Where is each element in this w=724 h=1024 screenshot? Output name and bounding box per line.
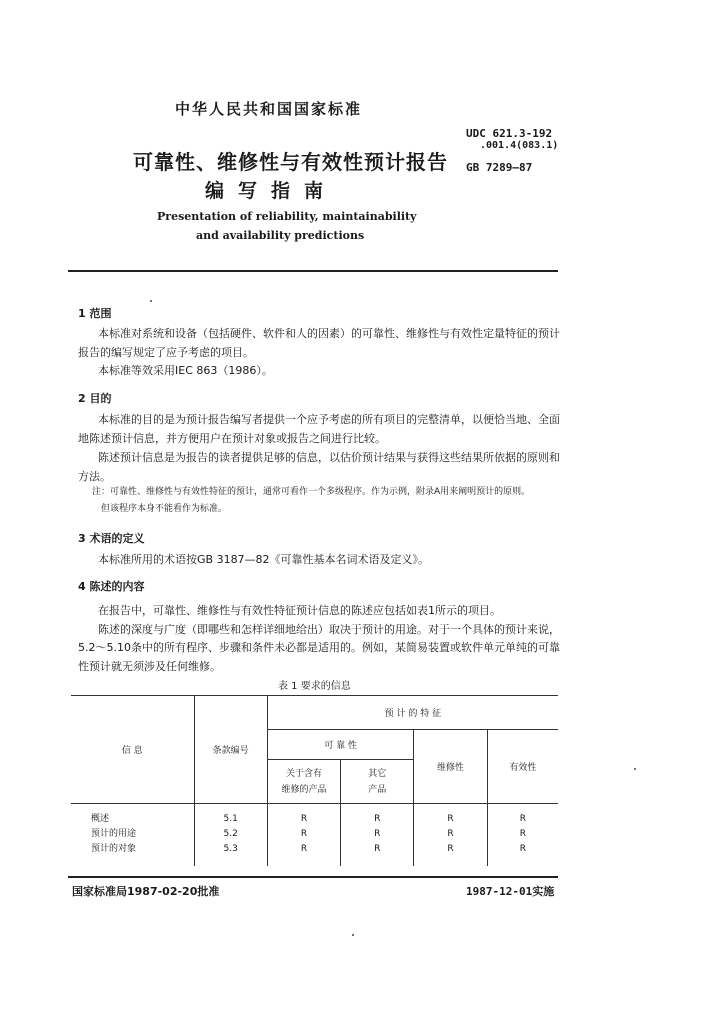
table-cell-r: R (374, 814, 381, 825)
header-other-line1: 其它 (368, 768, 387, 779)
approval-date: 国家标准局1987-02-20批准 (72, 885, 220, 898)
header-predicted-characteristics: 预 计 的 特 征 (267, 696, 558, 730)
section-2-para-1-cont: 地陈述预计信息，并方便用户在预计对象或报告之间进行比较。 (78, 432, 386, 445)
table-cell-clause: 5.2 (223, 829, 238, 840)
header-repairable-line1: 关于含有 (285, 768, 322, 779)
section-2-para-1: 本标准的目的是为预计报告编写者提供一个应予考虑的所有项目的完整清单，以便恰当地、全面 (98, 413, 560, 426)
table-cell-r: R (519, 829, 526, 840)
table-cell-info: 概述 (91, 814, 110, 825)
scan-speck (634, 768, 636, 770)
column-availability-values (487, 804, 558, 866)
header-maintainability: 维修性 (414, 730, 487, 804)
table-cell-r: R (447, 844, 454, 855)
header-other-items (341, 760, 414, 804)
english-title-line1: Presentation of reliability, maintainability (157, 210, 417, 223)
section-3-para-1: 本标准所用的术语按GB 3187—82《可靠性基本名词术语及定义》。 (98, 553, 430, 566)
section-2-note-cont: 但该程序本身不能看作为标准。 (101, 504, 228, 514)
document-main-title: 可靠性、维修性与有效性预计报告 (133, 150, 448, 174)
udc-code-line2: .001.4(083.1) (480, 140, 559, 151)
section-1-para-2: 本标准等效采用IEC 863（1986）。 (98, 364, 273, 377)
document-sub-title: 编写指南 (205, 180, 338, 202)
table-cell-info: 预计的对象 (91, 844, 137, 855)
column-info-values (71, 804, 194, 866)
section-3-heading: 3 术语的定义 (78, 532, 145, 545)
column-other-values (341, 804, 414, 866)
header-availability: 有效性 (487, 730, 558, 804)
table-cell-r: R (374, 844, 381, 855)
section-2-note: 注：可靠性、维修性与有效性特征的预计，通常可看作一个多级程序。作为示例，附录A用来阐明预计的原则。 (92, 487, 531, 497)
table-cell-r: R (300, 829, 308, 840)
section-4-para-1: 在报告中，可靠性、维修性与有效性特征预计信息的陈述应包括如表1所示的项目。 (98, 604, 501, 617)
gb-number: GB 7289—87 (466, 161, 533, 174)
section-2-para-2: 陈述预计信息是为报告的读者提供足够的信息，以估价预计结果与获得这些结果所依据的原则和 (98, 451, 560, 464)
table-cell-clause: 5.3 (223, 844, 238, 855)
section-4-para-2-cont: 5.2～5.10条中的所有程序、步骤和条件未必都是适用的。例如，某简易装置或软件单元单纯的可靠 (78, 641, 560, 654)
standard-title: 中华人民共和国国家标准 (175, 100, 363, 118)
english-title-line2: and availability predictions (196, 229, 365, 242)
table-cell-clause: 5.1 (223, 814, 238, 825)
header-clause: 条款编号 (194, 696, 267, 804)
udc-code: UDC 621.3-192 (466, 127, 553, 140)
table-cell-r: R (447, 814, 454, 825)
footer-divider (68, 876, 558, 878)
section-1-heading: 1 范围 (78, 307, 112, 320)
section-1-para-1-cont: 报告的编写规定了应予考虑的项目。 (78, 346, 254, 359)
header-reliability: 可 靠 性 (267, 730, 414, 760)
column-clause-values (194, 804, 267, 866)
effective-date: 1987-12-01实施 (466, 885, 555, 898)
scan-speck (352, 934, 354, 936)
table-cell-r: R (374, 829, 381, 840)
header-info: 信 息 (71, 696, 194, 804)
table-cell-r: R (300, 814, 308, 825)
table-cell-r: R (519, 844, 526, 855)
section-4-para-2-cont2: 性预计就无须涉及任何维修。 (78, 660, 221, 673)
header-divider (68, 270, 558, 272)
scan-speck (150, 300, 152, 302)
table-cell-r: R (300, 844, 308, 855)
table-caption: 表 1 要求的信息 (278, 681, 351, 692)
section-2-heading: 2 目的 (78, 392, 112, 405)
section-4-heading: 4 陈述的内容 (78, 580, 145, 593)
column-repairable-values (267, 804, 340, 866)
table-cell-r: R (519, 814, 526, 825)
section-2-para-2-cont: 方法。 (78, 470, 111, 483)
table-cell-r: R (447, 829, 454, 840)
section-1-para-1: 本标准对系统和设备（包括硬件、软件和人的因素）的可靠性、维修性与有效性定量特征的预计 (98, 327, 560, 340)
column-maintainability-values (414, 804, 487, 866)
header-repairable-line2: 维修的产品 (281, 784, 327, 795)
section-4-para-2: 陈述的深度与广度（即哪些和怎样详细地给出）取决于预计的用途。对于一个具体的预计来说， (98, 623, 560, 636)
table-cell-info: 预计的用途 (91, 829, 137, 840)
header-repairable-items (267, 760, 340, 804)
required-information-table (71, 695, 558, 866)
header-other-line2: 产品 (368, 784, 387, 795)
